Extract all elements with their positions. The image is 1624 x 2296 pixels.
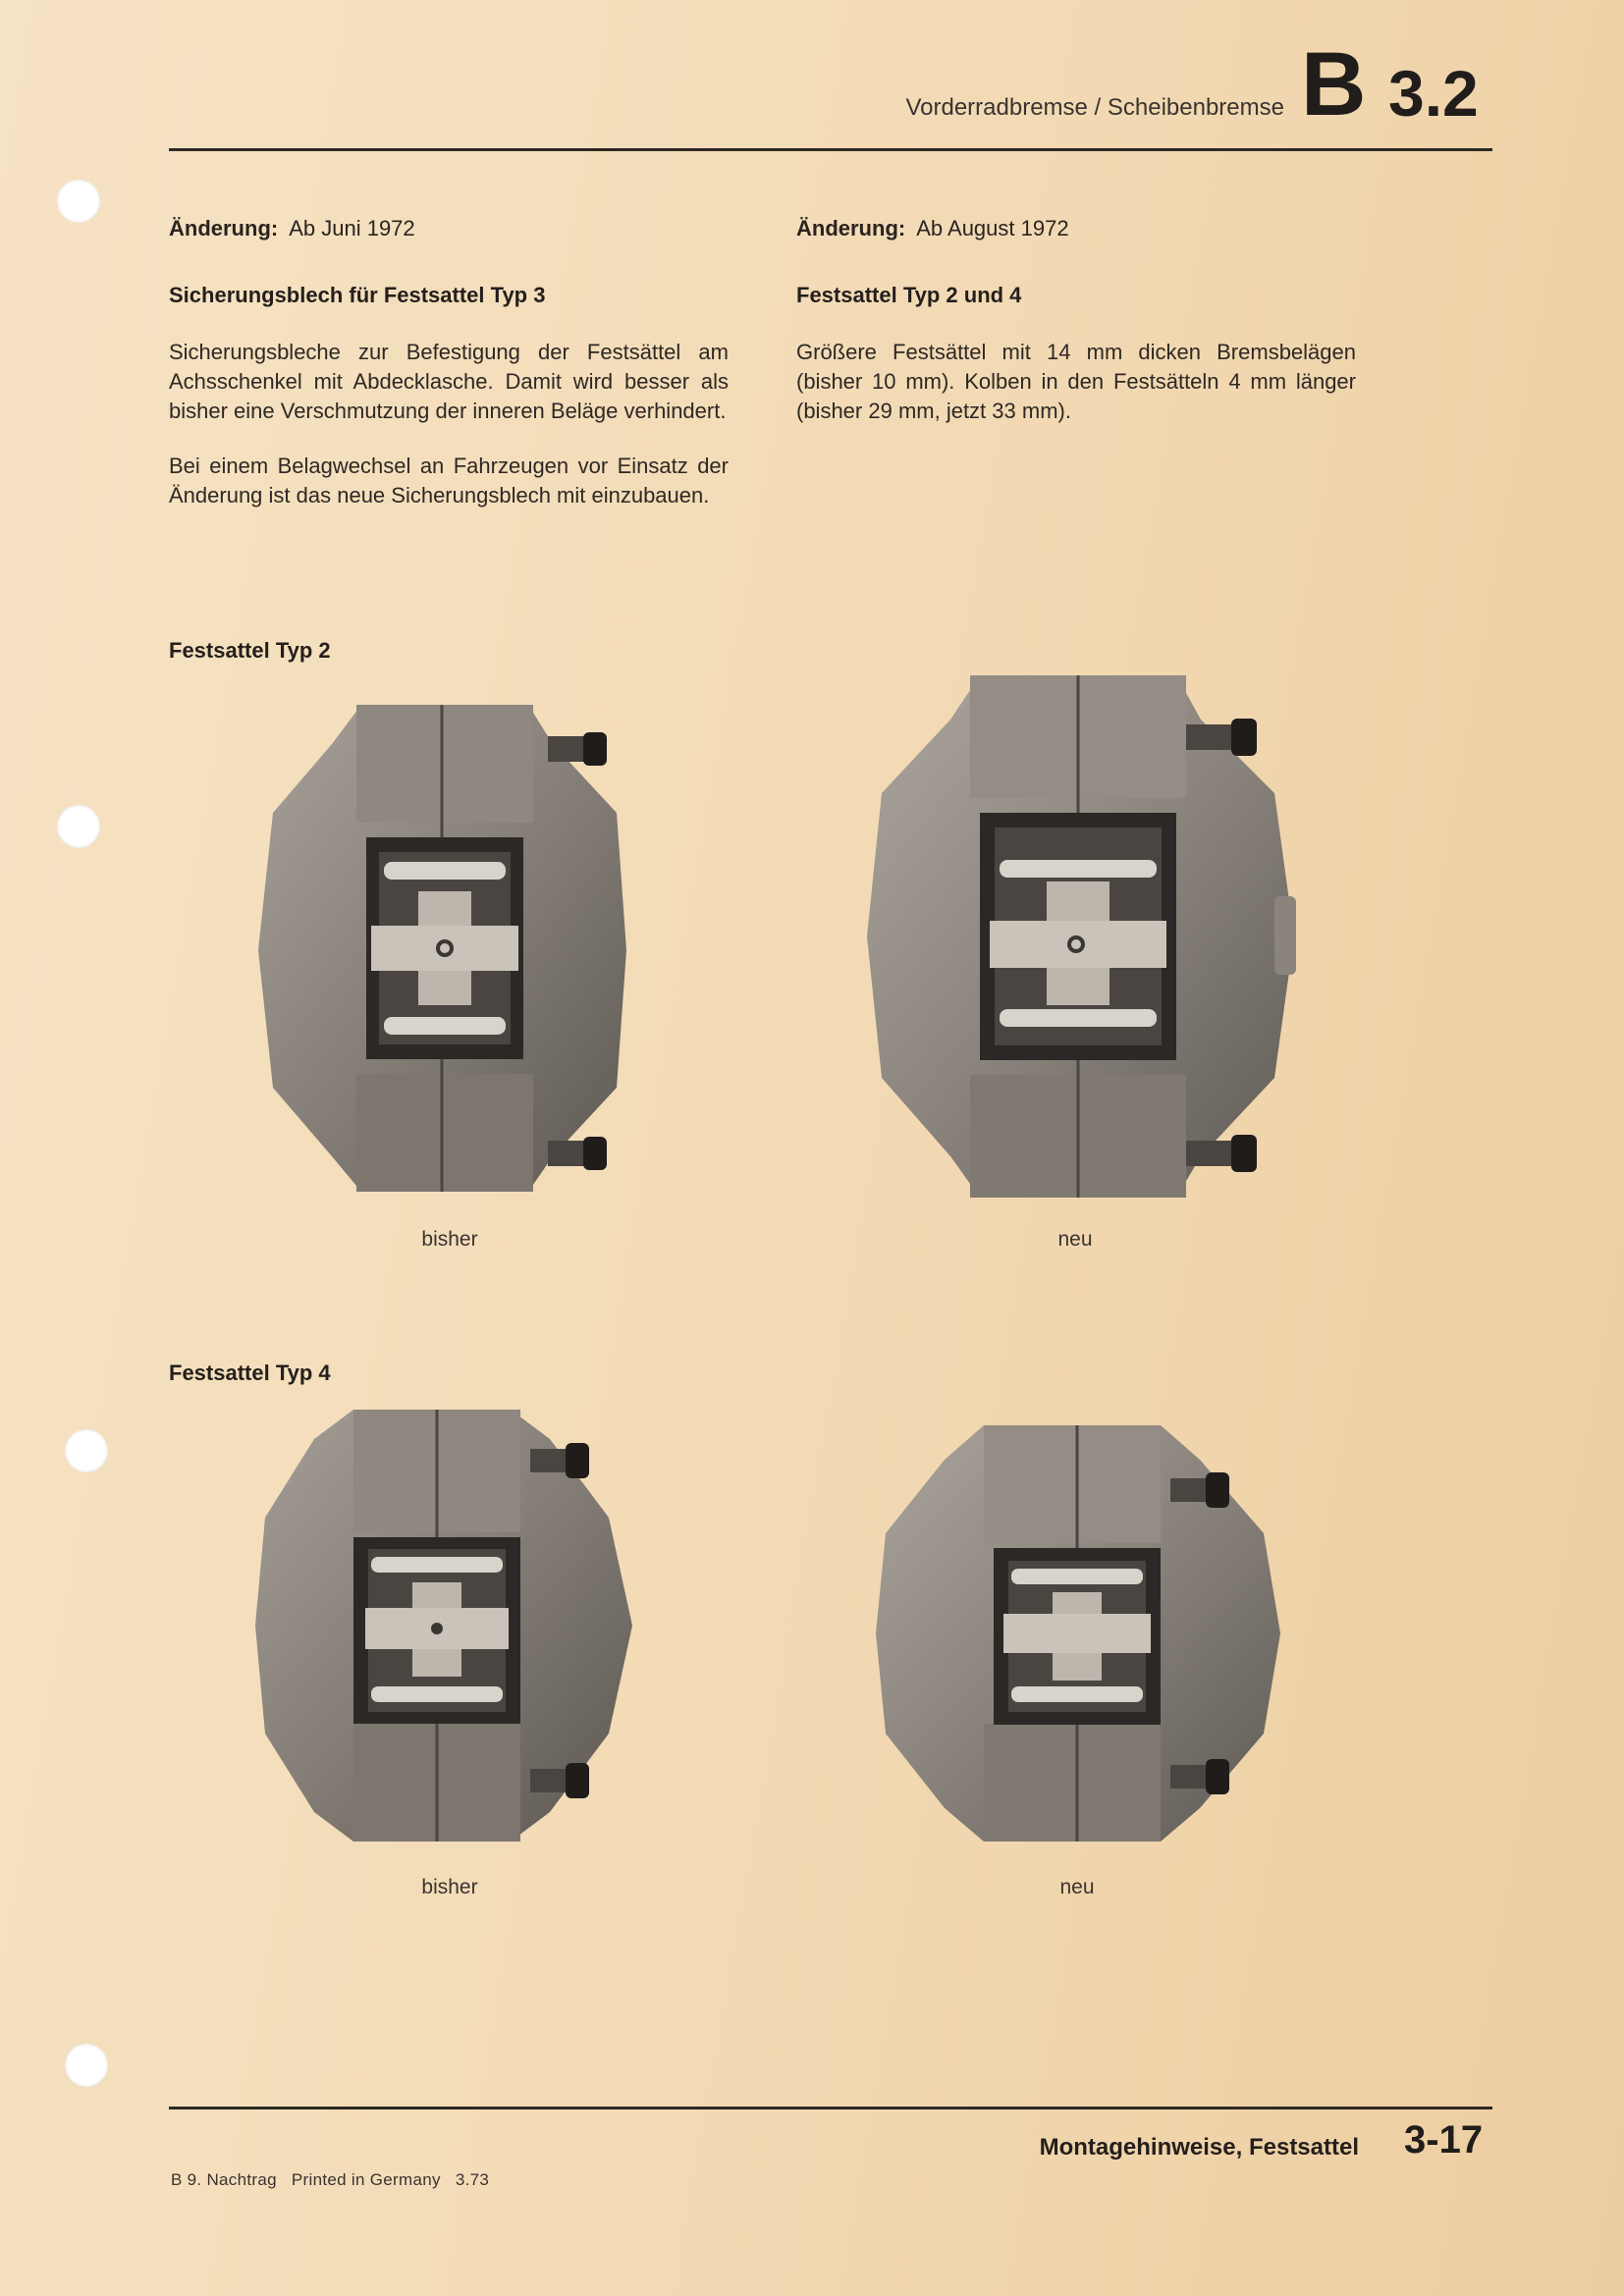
change-line [796, 216, 1356, 241]
caliper-photo-typ2-old [253, 705, 630, 1192]
section-title-typ2: Festsattel Typ 2 [169, 638, 331, 663]
punch-hole [57, 805, 100, 848]
change-line [169, 216, 729, 241]
left-paragraph-1: Sicherungsbleche zur Befestigung der Festsättel am Achsschenkel mit Abdecklasche. Damit wird besser als bisher eine Verschmutzung der inneren Beläge verhindert. [169, 340, 729, 423]
caption-typ2-new: neu [1057, 1228, 1093, 1251]
caliper-photo-typ4-old [255, 1410, 632, 1842]
footer-title: Montagehinweise, Festsattel [1039, 2134, 1359, 2161]
section-title-typ4: Festsattel Typ 4 [169, 1361, 331, 1385]
punch-hole [57, 180, 100, 223]
right-heading: Festsattel Typ 2 und 4 [796, 283, 1022, 307]
print-note: B 9. Nachtrag Printed in Germany 3.73 [171, 2170, 490, 2189]
section-number: 3.2 [1388, 57, 1479, 130]
right-column [796, 216, 1356, 452]
caption-typ4-old: bisher [421, 1876, 478, 1898]
caption-typ2-old: bisher [421, 1228, 478, 1251]
left-column [169, 216, 729, 536]
header-title: Vorderradbremse / Scheibenbremse [905, 94, 1284, 121]
change-label: Änderung: [796, 216, 906, 240]
section-letter: B [1301, 34, 1367, 134]
footer-rule [169, 2107, 1492, 2109]
left-paragraph-2: Bei einem Belagwechsel an Fahrzeugen vor Einsatz der Änderung ist das neue Sicherungsblech mit einzubauen. [169, 454, 729, 507]
punch-hole [65, 1429, 108, 1472]
caliper-photo-typ2-new [862, 675, 1308, 1198]
punch-hole [65, 2044, 108, 2087]
change-date: Ab August 1972 [916, 216, 1069, 240]
left-heading: Sicherungsblech für Festsattel Typ 3 [169, 283, 546, 307]
change-date: Ab Juni 1972 [289, 216, 415, 240]
change-label: Änderung: [169, 216, 279, 240]
right-paragraph-1: Größere Festsättel mit 14 mm dicken Bremsbelägen (bisher 10 mm). Kolben in den Festsätteln 4 mm länger (bisher 29 mm, jetzt 33 mm). [796, 340, 1356, 423]
page-number: 3-17 [1404, 2118, 1484, 2162]
caption-typ4-new: neu [1059, 1876, 1095, 1898]
header-rule [169, 148, 1492, 151]
caliper-photo-typ4-new [876, 1425, 1280, 1842]
